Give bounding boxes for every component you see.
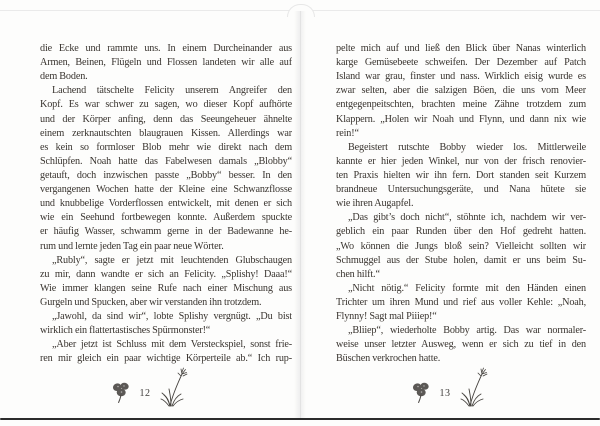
text-line: brandneue Untersuchungsgeräte, und Nana hütete sie (336, 184, 586, 196)
text-line: wie ein Seehund fortbewegen konnte. Außerdem spuckte (40, 212, 292, 224)
text-line: und der Körper anfing, denn das Seeungeheuer ähnelte (40, 113, 292, 125)
text-line: Flynny! Sagt mal Piiiep!“ (336, 311, 437, 323)
text-line: Büschen verkrochen hatte. (336, 353, 441, 365)
text-line: und knubbelige Vorderflossen entwickelt, mit denen er sich (40, 198, 292, 210)
page-number: 12 (139, 388, 151, 399)
text-line: „Bliiep“, wiederholte Bobby artig. Das war normaler- (348, 325, 586, 337)
paragraph (336, 211, 586, 282)
grass-ornament-icon (160, 367, 190, 408)
text-line: Schmuggel aus der Stube holen, damit er uns beim Su- (336, 254, 586, 266)
text-line: die Ecke und rammte uns. In einem Durcheinander aus (40, 43, 292, 54)
text-line: Trichter um ihren Mund und rief aus voller Kehle: „Noah, (336, 296, 586, 308)
clover-ornament-icon (411, 380, 431, 404)
paragraph (336, 282, 586, 324)
paragraph (40, 254, 292, 310)
text-line: ren mir gleich ein paar wichtige Körperteile ab.“ Ich rup- (40, 353, 292, 365)
page-number: 13 (439, 388, 451, 399)
text-line: Armen, Beinen, Flügeln und Flossen landeten wir alle auf (40, 57, 292, 69)
text-line: einem zerknautschten blaugrauen Kissen. Allerdings war (40, 127, 292, 139)
paragraph (336, 141, 586, 212)
paragraph (336, 324, 586, 366)
text-line: zu mir, dann wandte er sich an Felicity. „Splishy! Daaa!“ (40, 268, 292, 280)
paragraph (40, 338, 292, 366)
right-page (300, 0, 600, 426)
text-line: „Aber jetzt ist Schluss mit dem Versteckspiel, sonst frie- (52, 339, 292, 351)
text-line: rum und lernte jeden Tag ein paar neue Wörter. (40, 240, 224, 252)
paragraph (40, 310, 292, 338)
text-line: karge Gemüsebeete schweifen. Der Dezember auf Patch (336, 57, 586, 69)
text-line: rein!“ (336, 127, 359, 139)
grass-ornament-icon (460, 367, 490, 408)
text-line: entgegenpeitschten, brachten meine Zähne trotzdem zum (336, 99, 586, 111)
text-line: Island war grau, finster und nass. Wirklich eisig wurde es (336, 71, 586, 83)
clover-ornament-icon (111, 380, 131, 404)
left-page-text (40, 42, 292, 367)
text-line: Kopf. Es war schwer zu sagen, wo dieser Kopf aufhörte (40, 99, 292, 111)
text-line: Klappern. „Holen wir Noah und Flynn, und dann nix wie (336, 113, 586, 125)
right-page-footer (300, 366, 600, 408)
text-line: „Das gibt’s doch nicht“, stöhnte ich, nachdem wir ver- (348, 212, 586, 224)
paragraph (40, 42, 292, 84)
text-line: geblich ein paar Runden über den Hof gedreht hatten. (336, 226, 586, 238)
text-line: „Jawohl, da sind wir“, lobte Splishy vergnügt. „Du bist (52, 311, 292, 323)
paragraph (40, 84, 292, 253)
text-line: kannte er hier jeden Winkel, nur von der frisch renovier- (336, 155, 586, 167)
text-line: Schlüpfen. Noah hatte das Fabelwesen damals „Blobby“ (40, 155, 292, 167)
text-line: pelte mich auf und ließ den Blick über Nanas winterlich (336, 43, 586, 54)
text-line: Wie immer klangen seine Rufe nach einer Mischung aus (40, 282, 292, 294)
text-line: wirklich ein flattertastisches Spürmonster!“ (40, 325, 211, 337)
paragraph (336, 42, 586, 141)
text-line: dem Boden. (40, 71, 88, 83)
right-page-text (336, 42, 586, 367)
text-line: weise unser letzter Ausweg, wenn er sich zu tief in den (336, 339, 586, 351)
text-line: er häufig Wasser, schwamm gerne in der Badewanne he- (40, 226, 292, 238)
text-line: Lachend tätschelte Felicity unserem Angreifer den (52, 85, 292, 97)
text-line: zwar selten, aber die salzigen Böen, die uns vom Meer (336, 85, 586, 97)
text-line: Gurgeln und Spucken, aber wir verstanden ihn trotzdem. (40, 296, 262, 308)
left-page-footer (0, 366, 300, 408)
text-line: ten Praxis hielten wir ihn fern. Dort standen seit Kurzem (336, 169, 586, 181)
text-line: „Wo können die Jungs bloß sein? Vielleicht sollten wir (336, 240, 586, 252)
text-line: es kein so formloser Blob mehr wie direkt nach dem (40, 141, 292, 153)
text-line: Begeistert rutschte Bobby wieder los. Mittlerweile (348, 141, 586, 153)
text-line: chen hilft.“ (336, 268, 380, 280)
text-line: vergangenen Wochen hatte der Kleine eine Schwanzflosse (40, 184, 292, 196)
text-line: „Nicht nötig.“ Felicity formte mit den Händen einen (348, 282, 586, 294)
text-line: getauft, doch inzwischen passte „Bobby“ besser. In den (40, 169, 292, 181)
text-line: „Rubly“, sagte er jetzt mit leuchtenden Glubschaugen (52, 254, 292, 266)
text-line: wie ihren Augapfel. (336, 198, 414, 210)
